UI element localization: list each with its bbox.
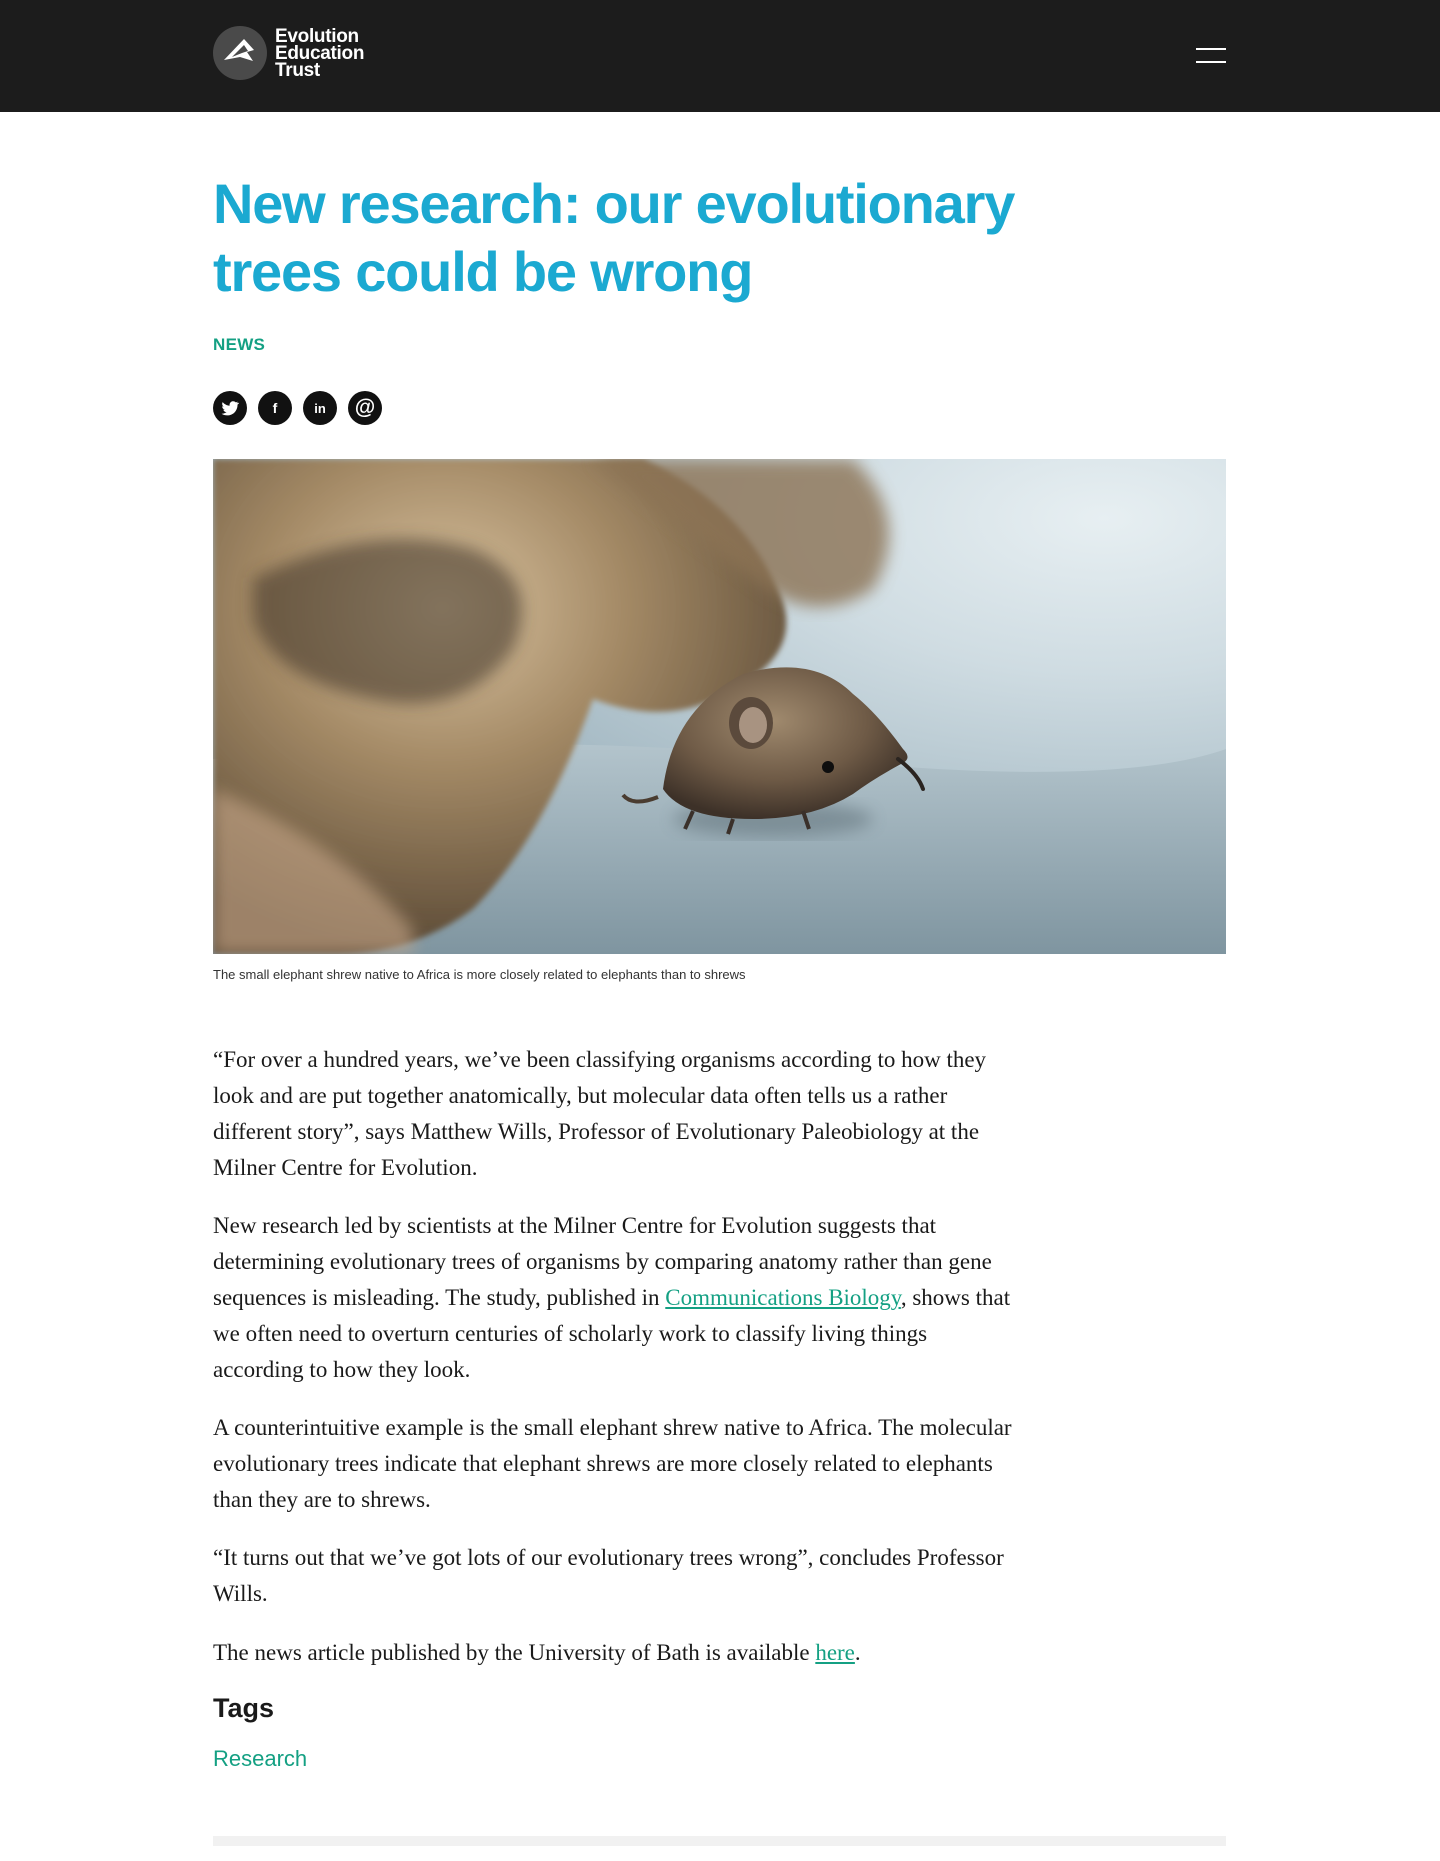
footer-divider bbox=[213, 1836, 1226, 1846]
menu-line-bottom bbox=[1196, 61, 1226, 63]
article-paragraph-2 bbox=[213, 1208, 1023, 1388]
logo-text bbox=[275, 25, 365, 81]
bath-article-link[interactable]: here bbox=[815, 1640, 855, 1665]
tags-heading: Tags bbox=[213, 1693, 275, 1723]
logo-line-2: Education bbox=[275, 42, 365, 64]
logo-line-1: Evolution bbox=[275, 25, 359, 47]
facebook-icon[interactable]: f bbox=[258, 391, 292, 425]
hamburger-menu-icon[interactable] bbox=[1196, 46, 1226, 66]
logo-line-3: Trust bbox=[275, 59, 320, 81]
image-caption: The small elephant shrew native to Africa is more closely related to elephants than to shrews bbox=[213, 967, 746, 982]
communications-biology-link[interactable]: Communications Biology bbox=[665, 1285, 901, 1310]
linkedin-icon[interactable]: in bbox=[303, 391, 337, 425]
email-icon[interactable]: @ bbox=[348, 391, 382, 425]
paragraph-2-text-start: New research led by scientists at the Milner Centre for Evolution suggests that determining evolutionary trees of organisms by comparing anatomy rather than gene sequences is misleading. The study, published in bbox=[213, 1213, 992, 1310]
logo-bird-icon bbox=[213, 26, 267, 80]
article-paragraph-3: A counterintuitive example is the small elephant shrew native to Africa. The molecular evolutionary trees indicate that elephant shrews are more closely related to elephants than they are to shrews. bbox=[213, 1415, 1012, 1512]
twitter-icon[interactable] bbox=[213, 391, 247, 425]
paragraph-5-text-start: The news article published by the University of Bath is available bbox=[213, 1640, 816, 1665]
hero-image-elephant-shrew bbox=[213, 459, 1226, 954]
article-paragraph-5 bbox=[213, 1635, 1023, 1671]
site-header bbox=[0, 0, 1440, 112]
article-paragraph-1: “For over a hundred years, we’ve been classifying organisms according to how they look and are put together anatomically, but molecular data often tells us a rather different story”, says Matthew Wills, Professor of Evolutionary Paleobiology at the Milner Centre for Evolution. bbox=[213, 1047, 987, 1180]
menu-line-top bbox=[1196, 48, 1226, 50]
paragraph-2-text-end: , shows that we often need to overturn centuries of scholarly work to classify living things according to how they look. bbox=[213, 1285, 1011, 1382]
site-logo[interactable] bbox=[213, 26, 364, 80]
article-paragraph-4: “It turns out that we’ve got lots of our evolutionary trees wrong”, concludes Professor Wills. bbox=[213, 1545, 1004, 1606]
category-link[interactable]: NEWS bbox=[213, 335, 266, 354]
paragraph-5-text-end: . bbox=[854, 1640, 861, 1665]
share-bar bbox=[213, 391, 382, 425]
article-title: New research: our evolutionary trees could be wrong bbox=[213, 172, 1015, 303]
tag-research-link[interactable]: Research bbox=[213, 1746, 308, 1771]
